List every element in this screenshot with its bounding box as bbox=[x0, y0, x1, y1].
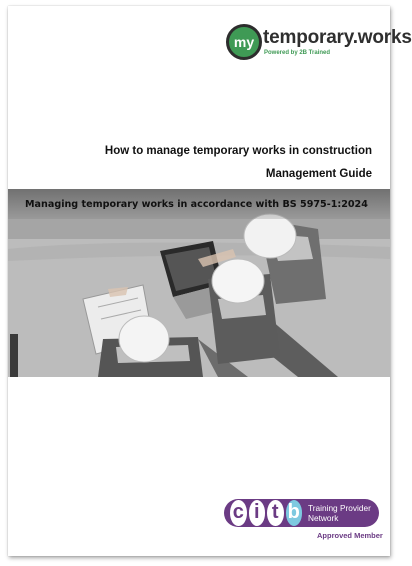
citb-letter-t: t bbox=[267, 500, 284, 526]
citb-letter-b: b bbox=[286, 500, 303, 526]
citb-letters bbox=[230, 500, 302, 526]
logo-tagline: Powered by 2B Trained bbox=[264, 50, 331, 56]
citb-network-label bbox=[308, 503, 371, 523]
citb-line2: Network bbox=[308, 513, 339, 523]
document-title: How to manage temporary works in construction bbox=[104, 145, 372, 157]
logo-mark: my bbox=[226, 24, 262, 60]
banner-strip bbox=[8, 189, 390, 219]
mytemporaryworks-logo bbox=[226, 24, 412, 64]
construction-workers-photo bbox=[8, 189, 390, 377]
logo-wordmark: temporary.works bbox=[263, 27, 412, 48]
banner-text: Managing temporary works in accordance with BS 5975-1:2024 bbox=[25, 199, 368, 210]
citb-letter-i: i bbox=[249, 500, 266, 526]
document-cover bbox=[8, 6, 412, 556]
citb-badge bbox=[224, 499, 379, 527]
citb-logo bbox=[224, 499, 384, 543]
document-subtitle: Management Guide bbox=[265, 168, 372, 180]
citb-approved-member: Approved Member bbox=[317, 531, 383, 540]
citb-line1: Training Provider bbox=[308, 503, 371, 513]
citb-letter-c: c bbox=[230, 500, 247, 526]
